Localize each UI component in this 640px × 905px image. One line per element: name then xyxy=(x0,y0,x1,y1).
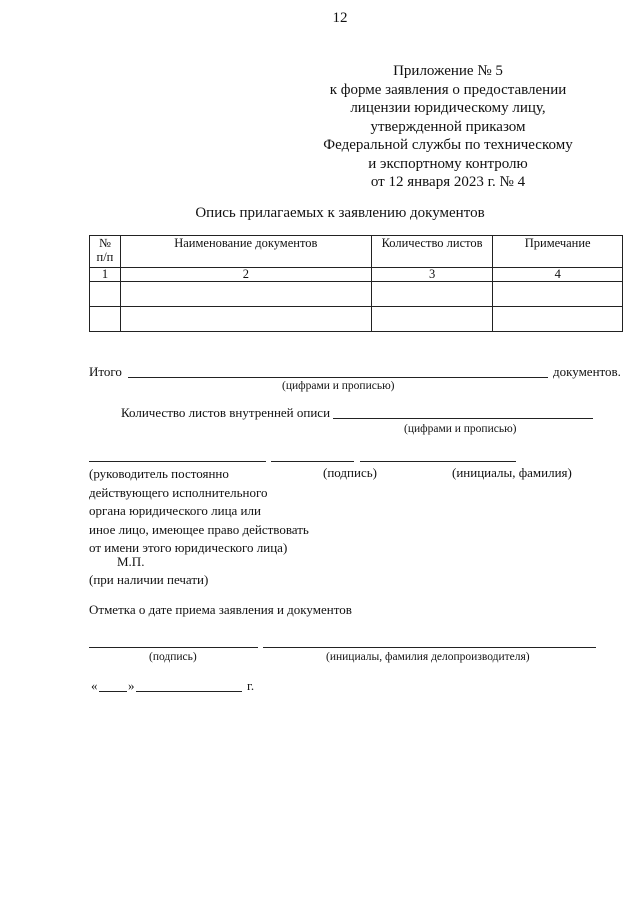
table-cell xyxy=(90,307,121,332)
head-signature-line xyxy=(89,461,266,462)
header-number: № п/п xyxy=(90,236,121,268)
total-label: Итого xyxy=(89,364,122,379)
date-close-quote: » xyxy=(128,678,135,693)
column-number: 3 xyxy=(371,268,493,282)
table-cell xyxy=(90,282,121,307)
header-note: Примечание xyxy=(493,236,623,268)
receipt-signature-line xyxy=(89,647,258,648)
table-header-row xyxy=(90,236,623,268)
date-open-quote: « xyxy=(91,678,98,693)
date-day-line xyxy=(99,691,127,692)
page-number: 12 xyxy=(332,10,348,26)
table-number-row xyxy=(90,268,623,282)
document-title: Опись прилагаемых к заявлению документов xyxy=(195,205,485,221)
receipt-signature-caption: (подпись) xyxy=(149,651,197,663)
table-cell xyxy=(120,307,371,332)
receipt-name-caption: (инициалы, фамилия делопроизводителя) xyxy=(326,651,530,663)
column-number: 4 xyxy=(493,268,623,282)
inner-sheets-input-line xyxy=(333,418,593,419)
name-caption: (инициалы, фамилия) xyxy=(452,465,572,480)
head-caption-line: органа юридического лица или xyxy=(89,503,261,518)
receipt-label: Отметка о дате приема заявления и документов xyxy=(89,602,352,617)
head-caption-line: от имени этого юридического лица) xyxy=(89,540,288,555)
receipt-name-line xyxy=(263,647,596,648)
appendix-header xyxy=(300,62,596,192)
inner-sheets-label: Количество листов внутренней описи xyxy=(121,405,331,420)
inventory-table xyxy=(89,235,623,332)
header-document-name: Наименование документов xyxy=(120,236,371,268)
date-month-line xyxy=(136,691,242,692)
appendix-line: и экспортному контролю xyxy=(368,155,528,172)
seal-mark: М.П. xyxy=(117,554,145,569)
total-suffix: документов. xyxy=(553,364,621,379)
column-number: 1 xyxy=(90,268,121,282)
date-year-suffix: г. xyxy=(247,678,255,693)
head-caption-line: действующего исполнительного xyxy=(89,484,268,500)
total-input-line xyxy=(128,377,548,378)
head-caption-block xyxy=(89,465,309,558)
appendix-line: от 12 января 2023 г. № 4 xyxy=(370,174,526,190)
head-caption-line: иное лицо, имеющее право действовать xyxy=(89,521,309,537)
seal-note: (при наличии печати) xyxy=(89,572,209,587)
table-cell xyxy=(371,307,493,332)
head-caption-line: (руководитель постоянно xyxy=(89,466,229,481)
table-cell xyxy=(493,282,623,307)
appendix-line: Приложение № 5 xyxy=(393,63,503,79)
header-sheet-count: Количество листов xyxy=(371,236,493,268)
appendix-line: лицензии юридическому лицу, xyxy=(350,100,546,116)
table-row xyxy=(90,282,623,307)
appendix-line: к форме заявления о предоставлении xyxy=(329,81,567,98)
inner-sheets-caption: (цифрами и прописью) xyxy=(404,423,517,435)
column-number: 2 xyxy=(120,268,371,282)
table-cell xyxy=(120,282,371,307)
appendix-line: Федеральной службы по техническому xyxy=(323,137,573,153)
table-cell xyxy=(493,307,623,332)
table-row xyxy=(90,307,623,332)
table-cell xyxy=(371,282,493,307)
total-caption: (цифрами и прописью) xyxy=(282,380,395,392)
signature-line xyxy=(271,461,354,462)
signature-caption: (подпись) xyxy=(323,465,377,480)
name-line xyxy=(360,461,516,462)
appendix-line: утвержденной приказом xyxy=(370,118,526,135)
